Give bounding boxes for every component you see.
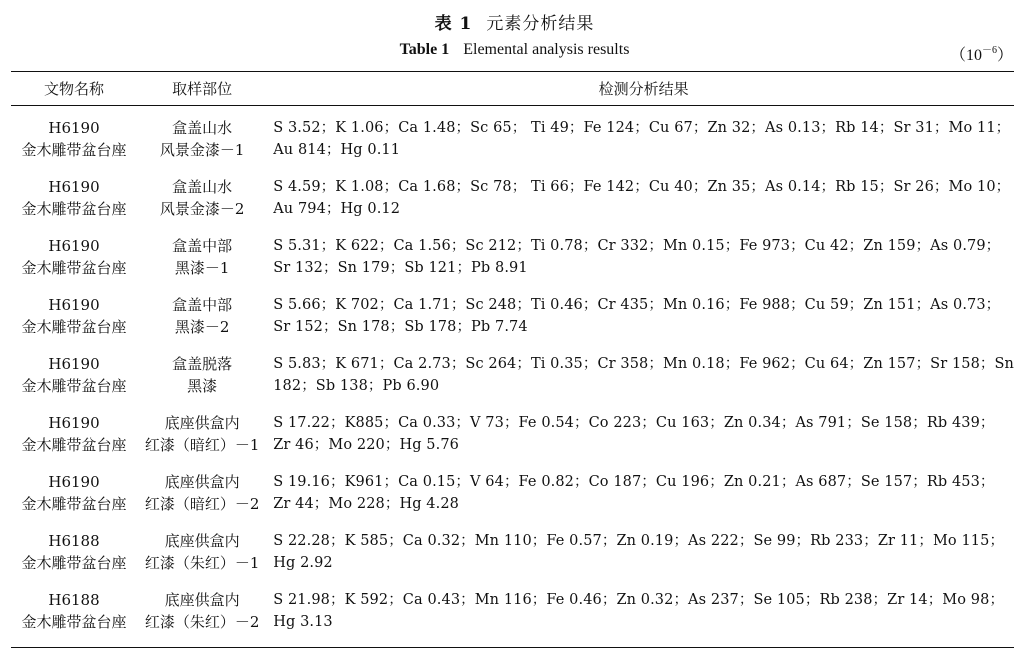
results-cell-line: S 17.22；K885；Ca 0.33；V 73；Fe 0.54；Co 223；Cu 163；Zn 0.34；As 791；Se 158；Rb 439；	[273, 414, 995, 431]
unit-close: ）	[996, 47, 1013, 64]
relic-cell	[11, 412, 137, 471]
table-row	[11, 235, 1014, 294]
header-relic: 文物名称	[43, 80, 104, 98]
relic-cell-line: 金木雕带盆台座	[21, 494, 127, 513]
location-cell-line: 底座供盒内	[164, 590, 240, 609]
location-cell-line: 盒盖中部	[172, 295, 233, 314]
location-cell-line: 底座供盒内	[164, 531, 240, 550]
table-row	[11, 106, 1014, 176]
location-cell-line: 黑漆－1	[174, 258, 230, 277]
location-cell	[137, 235, 267, 294]
relic-cell-line: 金木雕带盆台座	[21, 199, 127, 218]
results-cell-line: S 5.83；K 671；Ca 2.73；Sc 264；Ti 0.35；Cr 358；Mn 0.18；Fe 962；Cu 64；Zn 157；Sr 158；Sn	[273, 355, 1014, 372]
table-row	[11, 589, 1014, 648]
location-cell-line: 红漆（朱红）－2	[144, 612, 260, 631]
results-cell	[267, 471, 1014, 530]
relic-cell-line: H6190	[48, 119, 100, 137]
location-cell-line: 红漆（朱红）－1	[144, 553, 260, 572]
table-number-cn: 表 1	[434, 14, 473, 34]
results-cell-line: S 5.66；K 702；Ca 1.71；Sc 248；Ti 0.46；Cr 435；Mn 0.16；Fe 988；Cu 59；Zn 151；As 0.73；	[273, 296, 1001, 313]
table-row	[11, 176, 1014, 235]
table-row	[11, 412, 1014, 471]
location-cell-line: 盒盖山水	[172, 119, 233, 137]
results-cell-line: S 21.98；K 592；Ca 0.43；Mn 116；Fe 0.46；Zn 0.32；As 237；Se 105；Rb 238；Zr 14；Mo 98；	[273, 591, 1005, 608]
table-number-en: Table 1	[399, 41, 450, 58]
results-cell-line: Zr 46；Mo 220；Hg 5.76	[273, 436, 459, 453]
table-title-cn-text: 元素分析结果	[486, 14, 595, 34]
relic-cell-line: 金木雕带盆台座	[21, 376, 127, 395]
header-location: 取样部位	[172, 80, 233, 98]
relic-cell-line: H6190	[48, 413, 100, 432]
location-cell-line: 底座供盒内	[164, 472, 240, 491]
results-cell-line: S 5.31；K 622；Ca 1.56；Sc 212；Ti 0.78；Cr 332；Mn 0.15；Fe 973；Cu 42；Zn 159；As 0.79；	[273, 237, 1001, 254]
results-cell-line: Sr 132；Sn 179；Sb 121；Pb 8.91	[273, 259, 528, 276]
location-cell-line: 盒盖山水	[172, 177, 233, 196]
location-cell	[137, 471, 267, 530]
relic-cell	[11, 471, 137, 530]
results-cell-line: Zr 44；Mo 228；Hg 4.28	[273, 495, 459, 512]
location-cell-line: 底座供盒内	[164, 413, 240, 432]
results-cell	[267, 353, 1014, 412]
location-cell	[137, 106, 267, 176]
table-row	[11, 530, 1014, 589]
location-cell-line: 盒盖脱落	[172, 354, 233, 373]
results-cell-line: S 3.52；K 1.06；Ca 1.48；Sc 65； Ti 49；Fe 124；Cu 67；Zn 32；As 0.13；Rb 14；Sr 31；Mo 11；	[273, 120, 1011, 136]
relic-cell-line: H6190	[48, 295, 100, 314]
location-cell-line: 黑漆	[187, 376, 218, 395]
results-cell	[267, 530, 1014, 589]
results-cell	[267, 106, 1014, 176]
location-cell-line: 红漆（暗红）－2	[144, 494, 260, 513]
results-cell-line: Au 814；Hg 0.11	[273, 142, 401, 158]
relic-cell-line: 金木雕带盆台座	[21, 612, 127, 631]
results-cell	[267, 589, 1014, 648]
relic-cell-line: 金木雕带盆台座	[21, 141, 127, 159]
results-cell-line: 182；Sb 138；Pb 6.90	[273, 377, 440, 394]
relic-cell-line: 金木雕带盆台座	[21, 317, 127, 336]
relic-cell-line: H6190	[48, 354, 100, 373]
results-table	[11, 71, 1014, 648]
relic-cell	[11, 106, 137, 176]
unit-exponent: －6	[981, 45, 997, 56]
results-cell	[267, 176, 1014, 235]
relic-cell	[11, 353, 137, 412]
relic-cell	[11, 530, 137, 589]
table-row	[11, 471, 1014, 530]
location-cell-line: 黑漆－2	[174, 317, 230, 336]
results-cell-line: S 22.28；K 585；Ca 0.32；Mn 110；Fe 0.57；Zn 0.19；As 222；Se 99；Rb 233；Zr 11；Mo 115；	[273, 532, 1005, 549]
location-cell	[137, 353, 267, 412]
unit-label	[950, 41, 1013, 65]
location-cell-line: 红漆（暗红）－1	[144, 435, 260, 454]
unit-base: （10	[949, 47, 982, 64]
table-title-en	[0, 41, 1029, 59]
results-cell-line: Au 794；Hg 0.12	[273, 200, 401, 217]
results-cell-line: Hg 3.13	[273, 613, 333, 630]
location-cell-line: 风景金漆－2	[159, 199, 245, 218]
relic-cell-line: H6188	[48, 590, 100, 609]
location-cell	[137, 294, 267, 353]
results-cell-line: S 19.16；K961；Ca 0.15；V 64；Fe 0.82；Co 187；Cu 196；Zn 0.21；As 687；Se 157；Rb 453；	[273, 473, 995, 490]
relic-cell-line: H6190	[48, 472, 100, 491]
relic-cell-line: 金木雕带盆台座	[21, 258, 127, 277]
header-row	[11, 72, 1014, 106]
relic-cell	[11, 176, 137, 235]
relic-cell	[11, 589, 137, 648]
location-cell	[137, 530, 267, 589]
relic-cell-line: 金木雕带盆台座	[21, 553, 127, 572]
table-row	[11, 294, 1014, 353]
results-cell	[267, 235, 1014, 294]
results-cell-line: S 4.59；K 1.08；Ca 1.68；Sc 78； Ti 66；Fe 142；Cu 40；Zn 35；As 0.14；Rb 15；Sr 26；Mo 10；	[273, 178, 1011, 195]
relic-cell-line: H6190	[48, 177, 100, 196]
table-row	[11, 353, 1014, 412]
table-title-cn	[0, 9, 1029, 34]
location-cell-line: 盒盖中部	[172, 236, 233, 255]
location-cell	[137, 589, 267, 648]
results-cell-line: Hg 2.92	[273, 554, 333, 571]
relic-cell-line: 金木雕带盆台座	[21, 435, 127, 454]
table-title-en-text: Elemental analysis results	[463, 41, 630, 58]
location-cell-line: 风景金漆－1	[159, 141, 245, 159]
location-cell	[137, 176, 267, 235]
results-cell	[267, 412, 1014, 471]
relic-cell	[11, 294, 137, 353]
results-cell-line: Sr 152；Sn 178；Sb 178；Pb 7.74	[273, 318, 528, 335]
relic-cell	[11, 235, 137, 294]
results-cell	[267, 294, 1014, 353]
relic-cell-line: H6190	[48, 236, 100, 255]
header-results: 检测分析结果	[598, 80, 689, 98]
relic-cell-line: H6188	[48, 531, 100, 550]
location-cell	[137, 412, 267, 471]
